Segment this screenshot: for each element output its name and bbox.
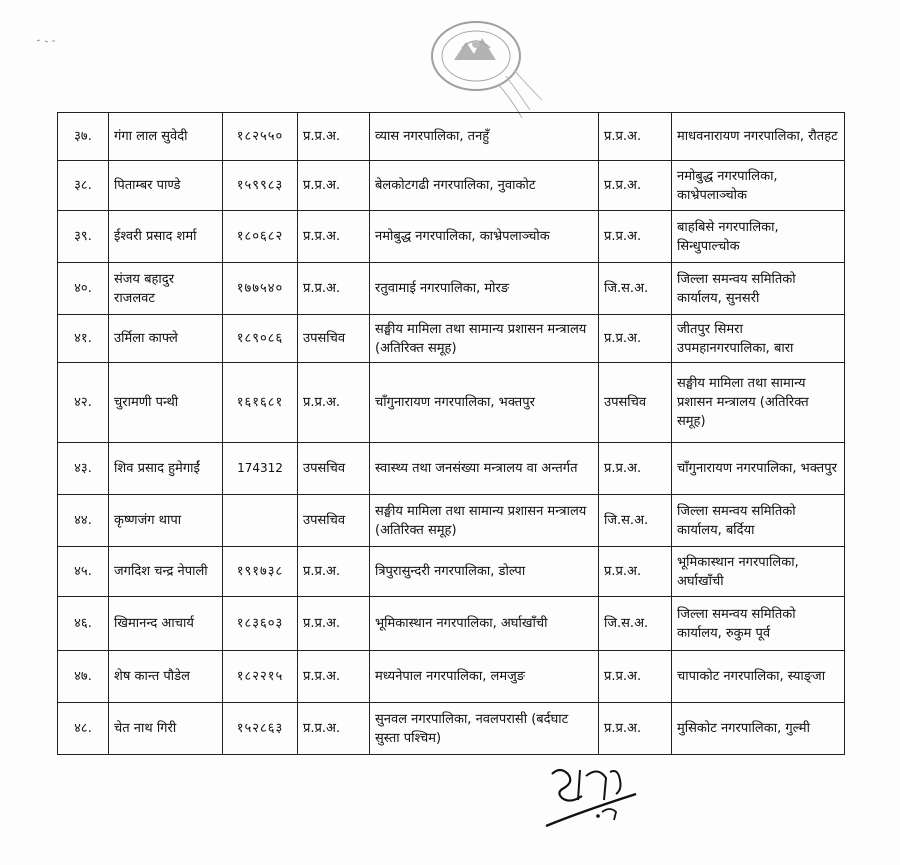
new-office: सङ्घीय मामिला तथा सामान्य प्रशासन मन्त्रालय (अतिरिक्त समूह) bbox=[672, 363, 845, 443]
new-post: प्र.प्र.अ. bbox=[599, 161, 672, 211]
new-post: जि.स.अ. bbox=[599, 597, 672, 651]
employee-code: १८९०८६ bbox=[223, 315, 298, 363]
current-post: प्र.प्र.अ. bbox=[298, 211, 370, 263]
table-row bbox=[58, 547, 845, 597]
new-office: जिल्ला समन्वय समितिको कार्यालय, रुकुम पूर्व bbox=[672, 597, 845, 651]
current-office: नमोबुद्ध नगरपालिका, काभ्रेपलाञ्चोक bbox=[370, 211, 599, 263]
table-row bbox=[58, 113, 845, 161]
current-post: उपसचिव bbox=[298, 315, 370, 363]
current-office: सङ्घीय मामिला तथा सामान्य प्रशासन मन्त्रालय (अतिरिक्त समूह) bbox=[370, 315, 599, 363]
current-office: सङ्घीय मामिला तथा सामान्य प्रशासन मन्त्रालय (अतिरिक्त समूह) bbox=[370, 495, 599, 547]
employee-code: १८३६०३ bbox=[223, 597, 298, 651]
current-post: उपसचिव bbox=[298, 495, 370, 547]
table-row bbox=[58, 363, 845, 443]
new-post: जि.स.अ. bbox=[599, 495, 672, 547]
serial-number: ३७. bbox=[58, 113, 109, 161]
current-post: उपसचिव bbox=[298, 443, 370, 495]
table-row bbox=[58, 211, 845, 263]
employee-name: संजय बहादुर राजलवट bbox=[109, 263, 223, 315]
employee-code: 174312 bbox=[223, 443, 298, 495]
current-post: प्र.प्र.अ. bbox=[298, 547, 370, 597]
new-office: माधवनारायण नगरपालिका, रौतहट bbox=[672, 113, 845, 161]
employee-name: खिमानन्द आचार्य bbox=[109, 597, 223, 651]
serial-number: ४४. bbox=[58, 495, 109, 547]
employee-name: चुरामणी पन्थी bbox=[109, 363, 223, 443]
new-office: बाहबिसे नगरपालिका, सिन्धुपाल्चोक bbox=[672, 211, 845, 263]
new-post: प्र.प्र.अ. bbox=[599, 113, 672, 161]
new-office: नमोबुद्ध नगरपालिका, काभ्रेपलाञ्चोक bbox=[672, 161, 845, 211]
current-office: त्रिपुरासुन्दरी नगरपालिका, डोल्पा bbox=[370, 547, 599, 597]
current-post: प्र.प्र.अ. bbox=[298, 703, 370, 755]
employee-name: गंगा लाल सुवेदी bbox=[109, 113, 223, 161]
current-office: बेलकोटगढी नगरपालिका, नुवाकोट bbox=[370, 161, 599, 211]
table-row bbox=[58, 703, 845, 755]
current-post: प्र.प्र.अ. bbox=[298, 363, 370, 443]
current-office: व्यास नगरपालिका, तनहुँ bbox=[370, 113, 599, 161]
new-post: प्र.प्र.अ. bbox=[599, 651, 672, 703]
new-post: प्र.प्र.अ. bbox=[599, 547, 672, 597]
new-office: चाँगुनारायण नगरपालिका, भक्तपुर bbox=[672, 443, 845, 495]
employee-name: पिताम्बर पाण्डे bbox=[109, 161, 223, 211]
table-row bbox=[58, 651, 845, 703]
employee-code: १७७५४० bbox=[223, 263, 298, 315]
new-post: प्र.प्र.अ. bbox=[599, 315, 672, 363]
current-post: प्र.प्र.अ. bbox=[298, 263, 370, 315]
serial-number: ४६. bbox=[58, 597, 109, 651]
table-row bbox=[58, 597, 845, 651]
new-post: उपसचिव bbox=[599, 363, 672, 443]
new-post: प्र.प्र.अ. bbox=[599, 703, 672, 755]
employee-code: १८२२१५ bbox=[223, 651, 298, 703]
current-post: प्र.प्र.अ. bbox=[298, 161, 370, 211]
serial-number: ४१. bbox=[58, 315, 109, 363]
current-post: प्र.प्र.अ. bbox=[298, 597, 370, 651]
current-office: स्वास्थ्य तथा जनसंख्या मन्त्रालय वा अन्तर्गत bbox=[370, 443, 599, 495]
current-post: प्र.प्र.अ. bbox=[298, 113, 370, 161]
transfer-table bbox=[57, 112, 845, 755]
table-row bbox=[58, 495, 845, 547]
employee-name: कृष्णजंग थापा bbox=[109, 495, 223, 547]
serial-number: ४७. bbox=[58, 651, 109, 703]
new-post: प्र.प्र.अ. bbox=[599, 211, 672, 263]
serial-number: ४३. bbox=[58, 443, 109, 495]
employee-code: १६१६८१ bbox=[223, 363, 298, 443]
employee-code: १५२८६३ bbox=[223, 703, 298, 755]
table-row bbox=[58, 263, 845, 315]
new-office: जिल्ला समन्वय समितिको कार्यालय, सुनसरी bbox=[672, 263, 845, 315]
current-office: रतुवामाई नगरपालिका, मोरङ bbox=[370, 263, 599, 315]
employee-name: शेष कान्त पौडेल bbox=[109, 651, 223, 703]
employee-name: चेत नाथ गिरी bbox=[109, 703, 223, 755]
government-seal-stamp bbox=[418, 14, 548, 124]
serial-number: ३८. bbox=[58, 161, 109, 211]
new-office: जीतपुर सिमरा उपमहानगरपालिका, बारा bbox=[672, 315, 845, 363]
serial-number: ३९. bbox=[58, 211, 109, 263]
current-office: मध्यनेपाल नगरपालिका, लमजुङ bbox=[370, 651, 599, 703]
new-post: जि.स.अ. bbox=[599, 263, 672, 315]
employee-name: ईश्वरी प्रसाद शर्मा bbox=[109, 211, 223, 263]
handwritten-signature bbox=[540, 760, 650, 830]
table-row bbox=[58, 161, 845, 211]
table-row bbox=[58, 315, 845, 363]
serial-number: ४८. bbox=[58, 703, 109, 755]
employee-code: १८२५५० bbox=[223, 113, 298, 161]
employee-code bbox=[223, 495, 298, 547]
employee-name: जगदिश चन्द्र नेपाली bbox=[109, 547, 223, 597]
serial-number: ४२. bbox=[58, 363, 109, 443]
new-office: जिल्ला समन्वय समितिको कार्यालय, बर्दिया bbox=[672, 495, 845, 547]
table-row bbox=[58, 443, 845, 495]
current-office: चाँगुनारायण नगरपालिका, भक्तपुर bbox=[370, 363, 599, 443]
employee-code: १८०६८२ bbox=[223, 211, 298, 263]
serial-number: ४५. bbox=[58, 547, 109, 597]
new-office: चापाकोट नगरपालिका, स्याङ्जा bbox=[672, 651, 845, 703]
employee-code: १९१७३८ bbox=[223, 547, 298, 597]
employee-code: १५९९८३ bbox=[223, 161, 298, 211]
scan-speck-icon bbox=[36, 38, 56, 44]
current-post: प्र.प्र.अ. bbox=[298, 651, 370, 703]
current-office: भूमिकास्थान नगरपालिका, अर्घाखाँची bbox=[370, 597, 599, 651]
employee-name: उर्मिला काफ्ले bbox=[109, 315, 223, 363]
new-office: मुसिकोट नगरपालिका, गुल्मी bbox=[672, 703, 845, 755]
new-post: प्र.प्र.अ. bbox=[599, 443, 672, 495]
serial-number: ४०. bbox=[58, 263, 109, 315]
new-office: भूमिकास्थान नगरपालिका, अर्घाखाँची bbox=[672, 547, 845, 597]
employee-name: शिव प्रसाद हुमेगाईं bbox=[109, 443, 223, 495]
current-office: सुनवल नगरपालिका, नवलपरासी (बर्दघाट सुस्ता पश्चिम) bbox=[370, 703, 599, 755]
